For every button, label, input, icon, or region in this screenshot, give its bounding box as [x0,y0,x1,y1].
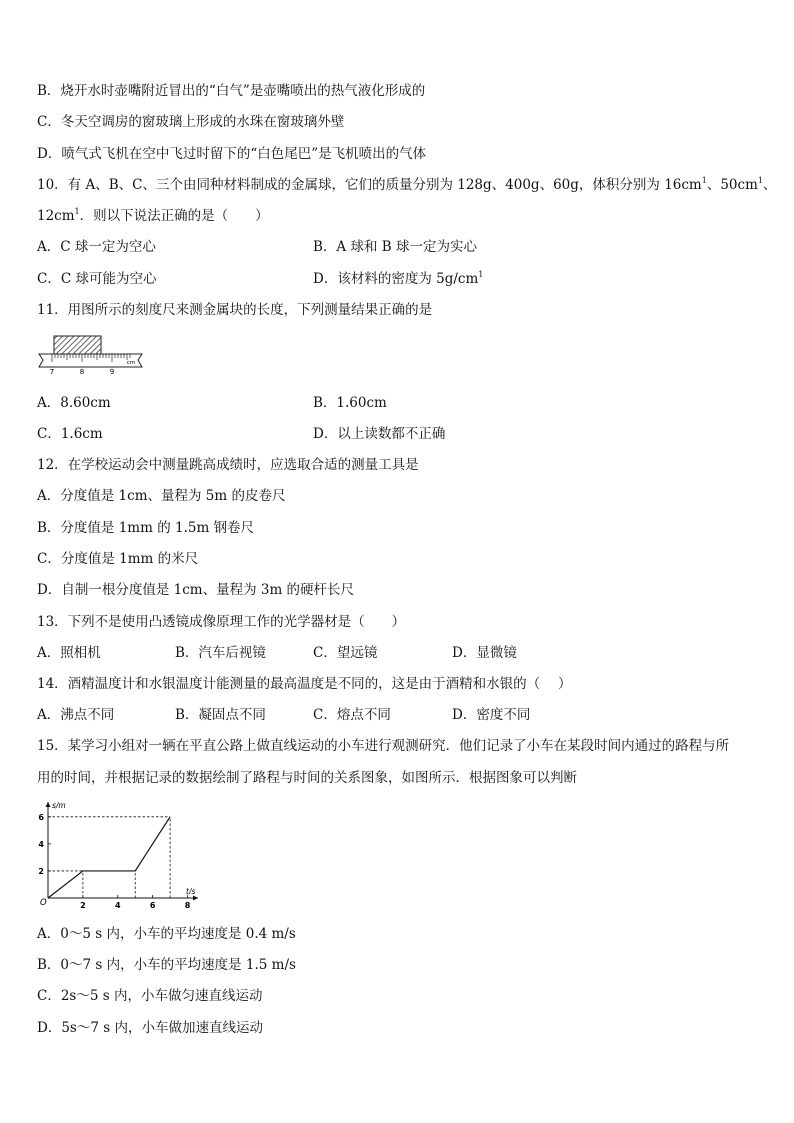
q15-option-b: B．0～7 s 内，小车的平均速度是 1.5 m/s [37,957,296,973]
y-axis-label: s/m [52,801,66,810]
q15-stem-line2: 用的时间，并根据记录的数据绘制了路程与时间的关系图象，如图所示．根据图象可以判断 [37,770,577,786]
q12-option-d: D．自制一根分度值是 1cm、量程为 3m 的硬杆长尺 [37,582,355,598]
q12-stem: 12．在学校运动会中测量跳高成绩时，应选取合适的测量工具是 [37,457,419,473]
ruler-label-7: 7 [49,368,55,376]
q13-option-a: A．照相机 [37,645,101,661]
distance-time-chart [30,800,200,912]
q11-option-c: C．1.6cm [37,426,103,442]
q14-option-b: B．凝固点不同 [175,707,266,723]
q12-option-a: A．分度值是 1cm、量程为 5m 的皮卷尺 [37,488,286,504]
q13-stem: 13．下列不是使用凸透镜成像原理工作的光学器材是（ ） [37,614,406,630]
ruler-label-9: 9 [109,368,115,376]
q15-option-a: A．0～5 s 内，小车的平均速度是 0.4 m/s [37,926,296,942]
x-tick-label: 6 [149,901,156,910]
ruler-label-8: 8 [79,368,85,376]
q14-option-c: C．熔点不同 [313,707,391,723]
q10-option-c: C．C 球可能为空心 [37,271,157,287]
q12-option-b: B．分度值是 1mm 的 1.5m 钢卷尺 [37,520,255,536]
q15-option-d: D．5s～7 s 内，小车做加速直线运动 [37,1020,263,1036]
q9-option-c: C．冬天空调房的窗玻璃上形成的水珠在窗玻璃外壁 [37,114,345,130]
y-tick-label: 4 [38,839,44,849]
q10-option-d: D．该材料的密度为 $5g/cm^1$ [313,270,484,287]
chart-dashed-guides [48,817,170,898]
chart-tick-labels [38,801,195,910]
q14-option-d: D．密度不同 [452,707,531,723]
origin-label: O [40,898,47,908]
metal-block [54,336,101,354]
x-axis-label: t/s [186,887,196,896]
q13-option-b: B．汽车后视镜 [175,645,266,661]
q12-option-c: C．分度值是 1mm 的米尺 [37,551,199,567]
ruler-unit-label: cm [126,360,136,366]
x-tick-label: 2 [80,901,86,910]
q15-option-c: C．2s～5 s 内，小车做匀速直线运动 [37,988,263,1004]
series-line [48,817,170,898]
q11-option-b: B．1.60cm [313,395,387,411]
x-axis-arrow [193,896,198,901]
q14-option-a: A．沸点不同 [37,707,115,723]
q15-stem-line1: 15．某学习小组对一辆在平直公路上做直线运动的小车进行观测研究．他们记录了小车在某段时间内通过的路程与所 [37,738,730,754]
chart-series [48,817,170,898]
q14-stem: 14．酒精温度计和水银温度计能测量的最高温度是不同的，这是由于酒精和水银的（ ） [37,676,572,692]
q9-option-d: D．喷气式飞机在空中飞过时留下的“白色尾巴”是飞机喷出的气体 [37,146,427,162]
q11-option-d: D．以上读数都不正确 [313,426,446,442]
q9-option-b: B．烧开水时壶嘴附近冒出的“白气”是壶嘴喷出的热气液化形成的 [37,83,426,99]
y-tick-label: 2 [38,866,44,876]
x-tick-label: 8 [184,901,191,910]
q10-stem-line1: 10．有 A、B、C、三个由同种材料制成的金属球，它们的质量分别为 128g、400g、60g，体积分别为 $16cm^1$、$50cm^1$、 [37,176,777,193]
y-tick-label: 6 [38,812,44,822]
q10-option-a: A．C 球一定为空心 [37,239,156,255]
q13-option-c: C．望远镜 [313,645,378,661]
y-axis-arrow [46,802,51,807]
q11-option-a: A．8.60cm [37,395,111,411]
q11-stem: 11．用图所示的刻度尺来测金属块的长度，下列测量结果正确的是 [37,302,433,318]
x-tick-label: 4 [114,901,121,910]
ruler-figure [36,334,148,378]
q10-stem-line2: $12cm^1$．则以下说法正确的是（ ） [37,207,269,224]
q10-option-b: B．A 球和 B 球一定为实心 [313,239,477,255]
q13-option-d: D．显微镜 [452,645,517,661]
